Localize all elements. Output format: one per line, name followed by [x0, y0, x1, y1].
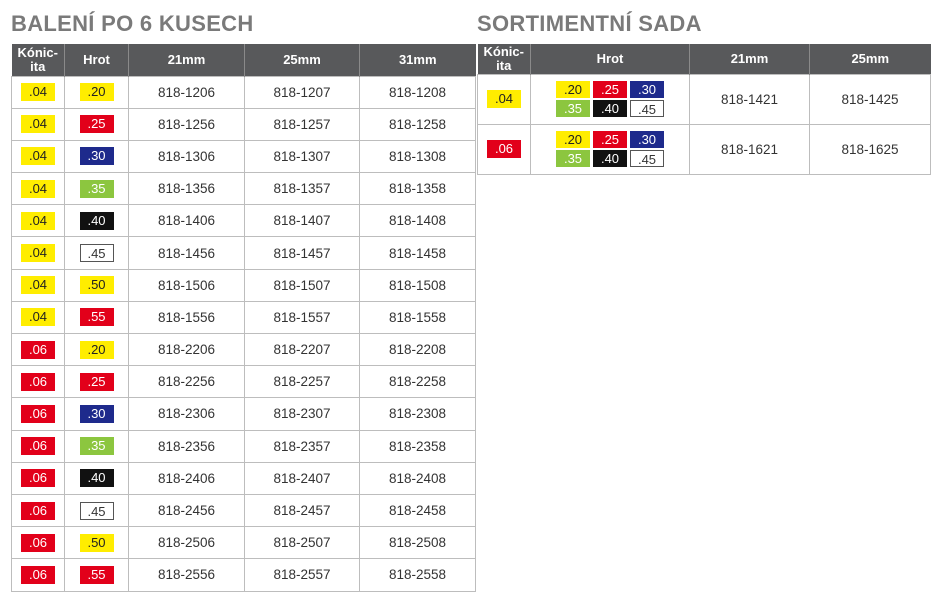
tip-badge: .20 [80, 83, 114, 101]
tip-cell [65, 559, 129, 591]
product-code: 818-2208 [360, 334, 476, 366]
product-code: 818-1457 [245, 237, 360, 269]
taper-badge: .06 [21, 437, 55, 455]
product-code: 818-1557 [245, 301, 360, 333]
product-code: 818-1507 [245, 269, 360, 301]
product-code: 818-2356 [129, 430, 245, 462]
column-header-1: Hrot [531, 44, 690, 74]
table-row [12, 398, 476, 430]
taper-badge: .06 [487, 140, 521, 158]
tip-cell [65, 173, 129, 205]
product-code: 818-1258 [360, 108, 476, 140]
product-code: 818-1256 [129, 108, 245, 140]
section-title-pack-of-6: BALENÍ PO 6 KUSECH [11, 11, 254, 36]
product-code: 818-2258 [360, 366, 476, 398]
tip-cell [65, 301, 129, 333]
tip-badge: .20 [80, 341, 114, 359]
tip-badge: .40 [80, 212, 114, 230]
product-code: 818-2358 [360, 430, 476, 462]
taper-badge: .06 [21, 469, 55, 487]
product-code: 818-1356 [129, 173, 245, 205]
column-header-0: Kónic- ita [478, 44, 531, 74]
tip-cell [65, 430, 129, 462]
section-pack-of-6 [11, 0, 476, 592]
tip-badge: .25 [593, 81, 627, 98]
product-code: 818-2407 [245, 462, 360, 494]
product-code: 818-1558 [360, 301, 476, 333]
taper-cell [12, 173, 65, 205]
tip-cell [65, 527, 129, 559]
taper-cell [478, 74, 531, 124]
tip-badge: .30 [80, 147, 114, 165]
tip-badge-grid [556, 131, 664, 167]
taper-badge: .04 [21, 115, 55, 133]
product-code: 818-2557 [245, 559, 360, 591]
tip-set-cell [531, 74, 690, 124]
taper-cell [12, 237, 65, 269]
tip-badge: .45 [630, 150, 664, 167]
product-code: 818-2458 [360, 494, 476, 526]
tip-badge: .50 [80, 534, 114, 552]
taper-badge: .04 [21, 212, 55, 230]
tip-badge: .20 [556, 81, 590, 98]
tip-badge: .30 [80, 405, 114, 423]
tip-badge: .40 [593, 100, 627, 117]
table-row [12, 527, 476, 559]
taper-badge: .06 [21, 534, 55, 552]
table-row [12, 494, 476, 526]
tip-badge: .25 [80, 115, 114, 133]
tip-badge: .45 [630, 100, 664, 117]
taper-cell [478, 124, 531, 174]
table-row [478, 124, 931, 174]
tip-badge: .35 [556, 150, 590, 167]
product-code: 818-2357 [245, 430, 360, 462]
column-header-1: Hrot [65, 44, 129, 76]
table-header-row [12, 44, 476, 76]
product-code: 818-1206 [129, 76, 245, 108]
table-row [12, 237, 476, 269]
tip-cell [65, 366, 129, 398]
tip-badge: .25 [593, 131, 627, 148]
product-code: 818-1357 [245, 173, 360, 205]
tip-cell [65, 494, 129, 526]
product-code: 818-2257 [245, 366, 360, 398]
tip-cell [65, 108, 129, 140]
tip-cell [65, 462, 129, 494]
tip-badge: .25 [80, 373, 114, 391]
product-code: 818-1621 [690, 124, 810, 174]
product-code: 818-2457 [245, 494, 360, 526]
product-code: 818-2307 [245, 398, 360, 430]
tip-cell [65, 76, 129, 108]
taper-cell [12, 76, 65, 108]
column-header-3: 25mm [810, 44, 931, 74]
taper-badge: .06 [21, 405, 55, 423]
taper-cell [12, 334, 65, 366]
table-row [12, 205, 476, 237]
product-code: 818-2206 [129, 334, 245, 366]
product-code: 818-1506 [129, 269, 245, 301]
product-code: 818-1306 [129, 140, 245, 172]
product-code: 818-1556 [129, 301, 245, 333]
taper-badge: .06 [21, 566, 55, 584]
table-row [12, 334, 476, 366]
tip-badge: .30 [630, 131, 664, 148]
tip-badge: .35 [80, 437, 114, 455]
table-row [12, 173, 476, 205]
tip-cell [65, 237, 129, 269]
taper-badge: .04 [21, 308, 55, 326]
product-code: 818-2506 [129, 527, 245, 559]
table-header-row [478, 44, 931, 74]
taper-cell [12, 108, 65, 140]
tip-badge: .30 [630, 81, 664, 98]
tip-badge: .50 [80, 276, 114, 294]
taper-cell [12, 559, 65, 591]
taper-badge: .04 [21, 180, 55, 198]
product-code: 818-2456 [129, 494, 245, 526]
taper-badge: .04 [21, 244, 55, 262]
table-row [12, 430, 476, 462]
taper-cell [12, 462, 65, 494]
product-code: 818-1406 [129, 205, 245, 237]
taper-badge: .06 [21, 373, 55, 391]
product-code: 818-1456 [129, 237, 245, 269]
tip-set-cell [531, 124, 690, 174]
taper-cell [12, 140, 65, 172]
taper-cell [12, 205, 65, 237]
table-row [12, 269, 476, 301]
taper-cell [12, 301, 65, 333]
table-row [12, 108, 476, 140]
tip-cell [65, 269, 129, 301]
taper-cell [12, 398, 65, 430]
table-row [478, 74, 931, 124]
tip-badge-grid [556, 81, 664, 117]
section-title-assortment-set: SORTIMENTNÍ SADA [477, 11, 702, 36]
tip-badge: .45 [80, 244, 114, 262]
product-code: 818-1625 [810, 124, 931, 174]
tip-badge: .55 [80, 566, 114, 584]
product-code: 818-1358 [360, 173, 476, 205]
tip-badge: .20 [556, 131, 590, 148]
table-row [12, 140, 476, 172]
column-header-3: 25mm [245, 44, 360, 76]
table-row [12, 462, 476, 494]
column-header-2: 21mm [690, 44, 810, 74]
product-code: 818-1207 [245, 76, 360, 108]
table-row [12, 366, 476, 398]
table-pack-of-6 [11, 44, 476, 592]
product-code: 818-2306 [129, 398, 245, 430]
tip-cell [65, 334, 129, 366]
tip-badge: .40 [593, 150, 627, 167]
product-code: 818-1421 [690, 74, 810, 124]
product-code: 818-2507 [245, 527, 360, 559]
taper-badge: .04 [21, 83, 55, 101]
taper-cell [12, 366, 65, 398]
product-code: 818-2408 [360, 462, 476, 494]
taper-cell [12, 269, 65, 301]
tip-cell [65, 398, 129, 430]
product-code: 818-1307 [245, 140, 360, 172]
tip-cell [65, 140, 129, 172]
product-code: 818-2406 [129, 462, 245, 494]
tip-badge: .35 [556, 100, 590, 117]
taper-badge: .04 [487, 90, 521, 108]
taper-cell [12, 527, 65, 559]
product-code: 818-1407 [245, 205, 360, 237]
tip-badge: .45 [80, 502, 114, 520]
product-code: 818-1408 [360, 205, 476, 237]
taper-badge: .06 [21, 341, 55, 359]
product-code: 818-1425 [810, 74, 931, 124]
product-code: 818-2308 [360, 398, 476, 430]
product-code: 818-1208 [360, 76, 476, 108]
product-code: 818-2207 [245, 334, 360, 366]
tip-badge: .55 [80, 308, 114, 326]
tip-cell [65, 205, 129, 237]
taper-badge: .06 [21, 502, 55, 520]
tip-badge: .40 [80, 469, 114, 487]
tip-badge: .35 [80, 180, 114, 198]
taper-badge: .04 [21, 276, 55, 294]
taper-cell [12, 494, 65, 526]
taper-cell [12, 430, 65, 462]
section-assortment-set [477, 0, 931, 175]
column-header-0: Kónic- ita [12, 44, 65, 76]
column-header-2: 21mm [129, 44, 245, 76]
product-code: 818-2256 [129, 366, 245, 398]
table-row [12, 76, 476, 108]
product-code: 818-2558 [360, 559, 476, 591]
product-code: 818-1458 [360, 237, 476, 269]
product-code: 818-1257 [245, 108, 360, 140]
table-row [12, 559, 476, 591]
taper-badge: .04 [21, 147, 55, 165]
product-code: 818-2556 [129, 559, 245, 591]
table-assortment-set [477, 44, 931, 175]
column-header-4: 31mm [360, 44, 476, 76]
product-code: 818-1508 [360, 269, 476, 301]
product-code: 818-2508 [360, 527, 476, 559]
table-row [12, 301, 476, 333]
product-code: 818-1308 [360, 140, 476, 172]
